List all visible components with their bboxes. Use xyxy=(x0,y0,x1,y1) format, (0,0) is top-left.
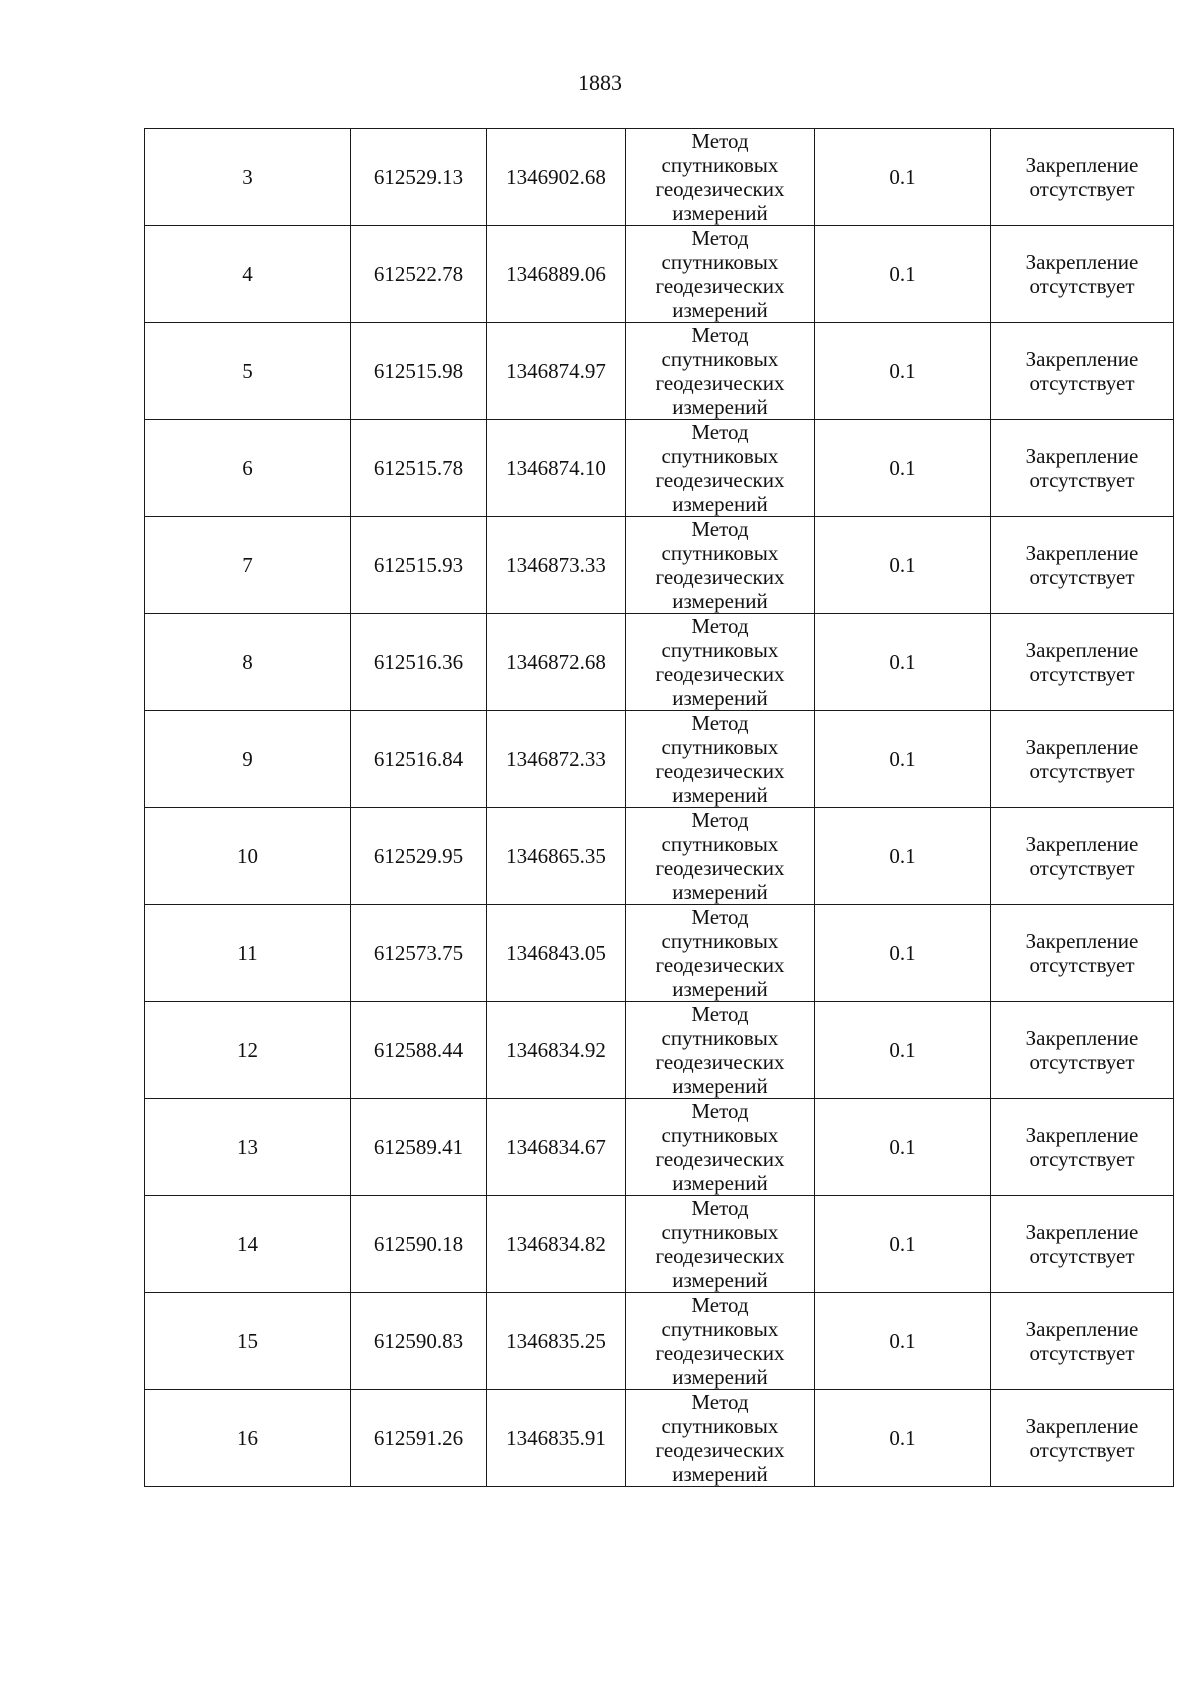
method-cell xyxy=(626,1293,815,1390)
page-number: 1883 xyxy=(578,70,622,95)
fixing-cell-text: Закрепление отсутствует xyxy=(1025,1026,1139,1074)
accuracy-cell: 0.1 xyxy=(815,1099,991,1196)
fixing-cell xyxy=(991,808,1174,905)
method-cell-text: Метод спутниковых геодезических измерений xyxy=(655,808,785,904)
fixing-cell-text: Закрепление отсутствует xyxy=(1025,832,1139,880)
x-coordinate-cell: 612591.26 xyxy=(351,1390,487,1487)
y-coordinate-cell: 1346902.68 xyxy=(487,129,626,226)
fixing-cell xyxy=(991,905,1174,1002)
table-row xyxy=(145,1002,1174,1099)
y-coordinate-cell: 1346865.35 xyxy=(487,808,626,905)
fixing-cell-text: Закрепление отсутствует xyxy=(1025,735,1139,783)
point-number-cell: 8 xyxy=(145,614,351,711)
x-coordinate-cell: 612529.13 xyxy=(351,129,487,226)
method-cell xyxy=(626,1390,815,1487)
y-coordinate-cell: 1346834.92 xyxy=(487,1002,626,1099)
fixing-cell xyxy=(991,226,1174,323)
y-coordinate-cell: 1346835.25 xyxy=(487,1293,626,1390)
y-coordinate-cell: 1346834.82 xyxy=(487,1196,626,1293)
accuracy-cell: 0.1 xyxy=(815,1293,991,1390)
method-cell-text: Метод спутниковых геодезических измерений xyxy=(655,1196,785,1292)
accuracy-cell: 0.1 xyxy=(815,1002,991,1099)
table-row xyxy=(145,1196,1174,1293)
point-number-cell: 7 xyxy=(145,517,351,614)
table-row xyxy=(145,420,1174,517)
table-row xyxy=(145,517,1174,614)
fixing-cell-text: Закрепление отсутствует xyxy=(1025,638,1139,686)
method-cell-text: Метод спутниковых геодезических измерений xyxy=(655,517,785,613)
x-coordinate-cell: 612522.78 xyxy=(351,226,487,323)
y-coordinate-cell: 1346889.06 xyxy=(487,226,626,323)
point-number-cell: 10 xyxy=(145,808,351,905)
fixing-cell-text: Закрепление отсутствует xyxy=(1025,153,1139,201)
coordinates-table xyxy=(144,128,1174,1487)
fixing-cell xyxy=(991,323,1174,420)
x-coordinate-cell: 612515.78 xyxy=(351,420,487,517)
method-cell xyxy=(626,517,815,614)
fixing-cell xyxy=(991,1099,1174,1196)
accuracy-cell: 0.1 xyxy=(815,323,991,420)
table-row xyxy=(145,1293,1174,1390)
table-row xyxy=(145,129,1174,226)
method-cell-text: Метод спутниковых геодезических измерений xyxy=(655,1293,785,1389)
table-row xyxy=(145,614,1174,711)
x-coordinate-cell: 612515.93 xyxy=(351,517,487,614)
accuracy-cell: 0.1 xyxy=(815,517,991,614)
method-cell xyxy=(626,905,815,1002)
method-cell xyxy=(626,1002,815,1099)
fixing-cell xyxy=(991,1196,1174,1293)
method-cell-text: Метод спутниковых геодезических измерений xyxy=(655,1390,785,1486)
y-coordinate-cell: 1346835.91 xyxy=(487,1390,626,1487)
method-cell-text: Метод спутниковых геодезических измерений xyxy=(655,420,785,516)
fixing-cell-text: Закрепление отсутствует xyxy=(1025,1220,1139,1268)
point-number-cell: 13 xyxy=(145,1099,351,1196)
method-cell xyxy=(626,226,815,323)
x-coordinate-cell: 612588.44 xyxy=(351,1002,487,1099)
y-coordinate-cell: 1346873.33 xyxy=(487,517,626,614)
x-coordinate-cell: 612589.41 xyxy=(351,1099,487,1196)
fixing-cell xyxy=(991,420,1174,517)
fixing-cell xyxy=(991,1293,1174,1390)
accuracy-cell: 0.1 xyxy=(815,1390,991,1487)
fixing-cell xyxy=(991,129,1174,226)
y-coordinate-cell: 1346874.97 xyxy=(487,323,626,420)
fixing-cell-text: Закрепление отсутствует xyxy=(1025,347,1139,395)
fixing-cell-text: Закрепление отсутствует xyxy=(1025,444,1139,492)
table-row xyxy=(145,711,1174,808)
x-coordinate-cell: 612529.95 xyxy=(351,808,487,905)
point-number-cell: 6 xyxy=(145,420,351,517)
fixing-cell-text: Закрепление отсутствует xyxy=(1025,541,1139,589)
point-number-cell: 12 xyxy=(145,1002,351,1099)
table-row xyxy=(145,808,1174,905)
point-number-cell: 11 xyxy=(145,905,351,1002)
method-cell xyxy=(626,323,815,420)
point-number-cell: 15 xyxy=(145,1293,351,1390)
point-number-cell: 16 xyxy=(145,1390,351,1487)
fixing-cell-text: Закрепление отсутствует xyxy=(1025,1123,1139,1171)
method-cell xyxy=(626,808,815,905)
y-coordinate-cell: 1346872.68 xyxy=(487,614,626,711)
fixing-cell-text: Закрепление отсутствует xyxy=(1025,250,1139,298)
fixing-cell-text: Закрепление отсутствует xyxy=(1025,1317,1139,1365)
y-coordinate-cell: 1346834.67 xyxy=(487,1099,626,1196)
table-row xyxy=(145,1390,1174,1487)
fixing-cell-text: Закрепление отсутствует xyxy=(1025,1414,1139,1462)
fixing-cell xyxy=(991,517,1174,614)
method-cell-text: Метод спутниковых геодезических измерений xyxy=(655,905,785,1001)
accuracy-cell: 0.1 xyxy=(815,226,991,323)
method-cell-text: Метод спутниковых геодезических измерений xyxy=(655,1002,785,1098)
method-cell xyxy=(626,1196,815,1293)
table-row xyxy=(145,226,1174,323)
x-coordinate-cell: 612573.75 xyxy=(351,905,487,1002)
method-cell-text: Метод спутниковых геодезических измерений xyxy=(655,323,785,419)
y-coordinate-cell: 1346872.33 xyxy=(487,711,626,808)
x-coordinate-cell: 612590.83 xyxy=(351,1293,487,1390)
method-cell-text: Метод спутниковых геодезических измерений xyxy=(655,711,785,807)
x-coordinate-cell: 612516.36 xyxy=(351,614,487,711)
accuracy-cell: 0.1 xyxy=(815,614,991,711)
accuracy-cell: 0.1 xyxy=(815,905,991,1002)
accuracy-cell: 0.1 xyxy=(815,1196,991,1293)
fixing-cell xyxy=(991,1390,1174,1487)
method-cell xyxy=(626,1099,815,1196)
fixing-cell xyxy=(991,711,1174,808)
y-coordinate-cell: 1346874.10 xyxy=(487,420,626,517)
table-row xyxy=(145,1099,1174,1196)
point-number-cell: 9 xyxy=(145,711,351,808)
fixing-cell xyxy=(991,1002,1174,1099)
x-coordinate-cell: 612516.84 xyxy=(351,711,487,808)
accuracy-cell: 0.1 xyxy=(815,420,991,517)
accuracy-cell: 0.1 xyxy=(815,711,991,808)
x-coordinate-cell: 612590.18 xyxy=(351,1196,487,1293)
x-coordinate-cell: 612515.98 xyxy=(351,323,487,420)
fixing-cell xyxy=(991,614,1174,711)
fixing-cell-text: Закрепление отсутствует xyxy=(1025,929,1139,977)
accuracy-cell: 0.1 xyxy=(815,808,991,905)
table-row xyxy=(145,323,1174,420)
method-cell-text: Метод спутниковых геодезических измерений xyxy=(655,614,785,710)
method-cell-text: Метод спутниковых геодезических измерений xyxy=(655,1099,785,1195)
method-cell xyxy=(626,614,815,711)
point-number-cell: 5 xyxy=(145,323,351,420)
method-cell xyxy=(626,711,815,808)
point-number-cell: 4 xyxy=(145,226,351,323)
method-cell-text: Метод спутниковых геодезических измерений xyxy=(655,226,785,322)
point-number-cell: 14 xyxy=(145,1196,351,1293)
method-cell xyxy=(626,129,815,226)
method-cell-text: Метод спутниковых геодезических измерений xyxy=(655,129,785,225)
table-row xyxy=(145,905,1174,1002)
accuracy-cell: 0.1 xyxy=(815,129,991,226)
method-cell xyxy=(626,420,815,517)
table-body xyxy=(145,129,1174,1487)
point-number-cell: 3 xyxy=(145,129,351,226)
y-coordinate-cell: 1346843.05 xyxy=(487,905,626,1002)
